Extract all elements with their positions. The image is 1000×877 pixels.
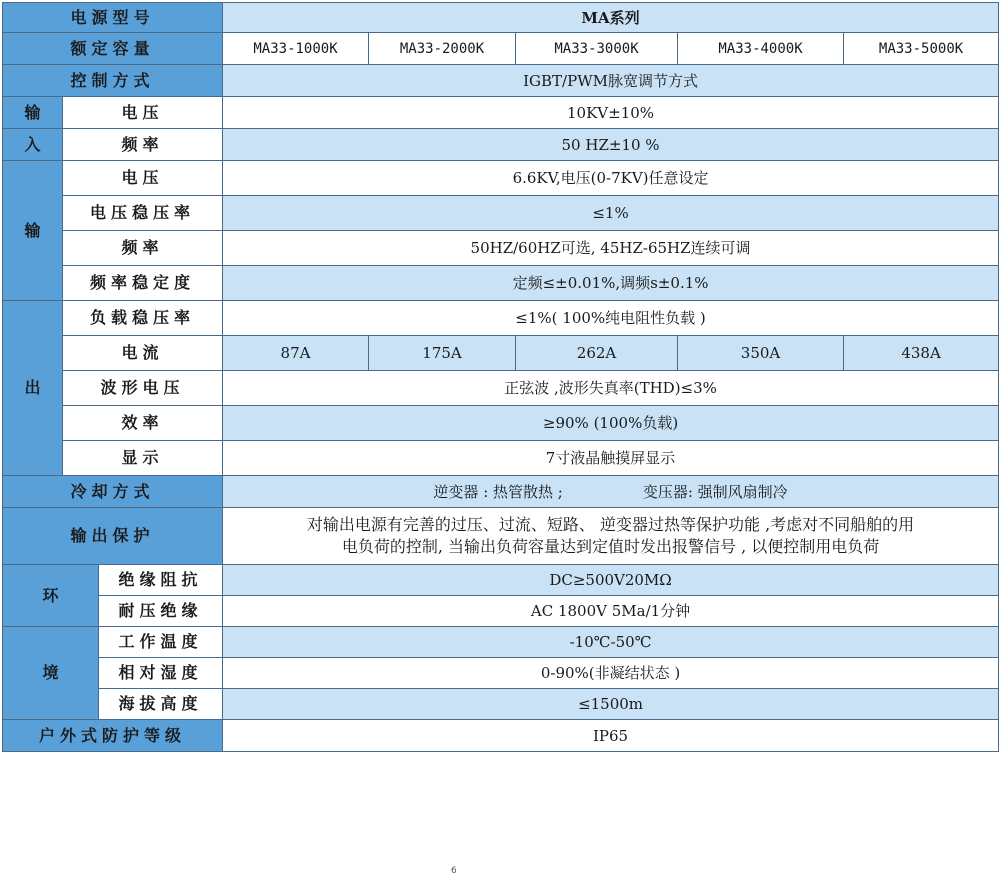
value-withstand: AC 1800V 5Ma/1分钟 [223,596,999,627]
row-temperature [3,627,999,658]
row-output-frequency [3,231,999,266]
row-output-current [3,336,999,371]
protection-line-2: 电负荷的控制, 当输出负荷容量达到定值时发出报警信号 , 以便控制用电负荷 [341,537,880,556]
row-cooling [3,476,999,508]
value-temperature: -10℃-50℃ [223,627,999,658]
row-input-frequency [3,129,999,161]
current-cell: 350A [678,336,844,371]
model-cell: MA33-5000K [844,33,999,65]
value-input-frequency: 50 HZ±10 % [223,129,999,161]
row-waveform [3,371,999,406]
row-humidity [3,658,999,689]
current-cell: 438A [844,336,999,371]
row-load-regulation [3,301,999,336]
value-series: MA系列 [223,3,999,33]
group-input-top: 输 [3,97,63,129]
value-waveform: 正弦波 ,波形失真率(THD)≤3% [223,371,999,406]
value-protection [223,508,999,565]
label-control-mode: 控制方式 [3,65,223,97]
row-model-header [3,3,999,33]
label-load-regulation: 负载稳压率 [63,301,223,336]
label-output-voltage: 电压 [63,161,223,196]
protection-line-1: 对输出电源有完善的过压、过流、短路、 逆变器过热等保护功能 ,考虑对不同船舶的用 [306,515,915,534]
model-cell: MA33-4000K [678,33,844,65]
label-voltage-regulation: 电压稳压率 [63,196,223,231]
value-altitude: ≤1500m [223,689,999,720]
label-output-current: 电流 [63,336,223,371]
row-protection [3,508,999,565]
value-input-voltage: 10KV±10% [223,97,999,129]
label-temperature: 工作温度 [99,627,223,658]
label-withstand: 耐压绝缘 [99,596,223,627]
group-environment-bottom: 境 [3,627,99,720]
model-cell: MA33-2000K [369,33,516,65]
model-cell: MA33-1000K [223,33,369,65]
value-efficiency: ≥90% (100%负载) [223,406,999,441]
row-capacity [3,33,999,65]
value-output-voltage: 6.6KV,电压(0-7KV)任意设定 [223,161,999,196]
value-insulation: DC≥500V20MΩ [223,565,999,596]
row-input-voltage [3,97,999,129]
label-cooling: 冷却方式 [3,476,223,508]
row-voltage-regulation [3,196,999,231]
value-frequency-stability: 定频≤±0.01%,调频s±0.1% [223,266,999,301]
label-insulation: 绝缘阻抗 [99,565,223,596]
value-display: 7寸液晶触摸屏显示 [223,441,999,476]
value-cooling [223,476,999,508]
value-output-frequency: 50HZ/60HZ可选, 45HZ-65HZ连续可调 [223,231,999,266]
value-voltage-regulation: ≤1% [223,196,999,231]
label-efficiency: 效率 [63,406,223,441]
label-rated-capacity: 额定容量 [3,33,223,65]
model-cell: MA33-3000K [516,33,678,65]
row-output-voltage [3,161,999,196]
row-efficiency [3,406,999,441]
label-input-voltage: 电压 [63,97,223,129]
row-altitude [3,689,999,720]
page-footer-mark: 6 [451,866,457,876]
current-cell: 87A [223,336,369,371]
group-environment-top: 环 [3,565,99,627]
label-frequency-stability: 频率稳定度 [63,266,223,301]
label-protection: 输出保护 [3,508,223,565]
label-output-frequency: 频率 [63,231,223,266]
current-cell: 175A [369,336,516,371]
spec-table [2,2,999,752]
row-control [3,65,999,97]
cooling-transformer: 变压器: 强制风扇制冷 [642,482,788,501]
row-display [3,441,999,476]
row-withstand [3,596,999,627]
label-power-model: 电源型号 [3,3,223,33]
row-insulation [3,565,999,596]
label-waveform: 波形电压 [63,371,223,406]
row-ip-rating [3,720,999,752]
row-frequency-stability [3,266,999,301]
value-load-regulation: ≤1%( 100%纯电阻性负载 ) [223,301,999,336]
group-output-top: 输 [3,161,63,301]
current-cell: 262A [516,336,678,371]
cooling-inverter: 逆变器 : 热管散热 ; [433,482,563,501]
label-altitude: 海拔高度 [99,689,223,720]
group-input-bottom: 入 [3,129,63,161]
group-output-bottom: 出 [3,301,63,476]
value-humidity: 0-90%(非凝结状态 ) [223,658,999,689]
label-input-frequency: 频率 [63,129,223,161]
label-display: 显示 [63,441,223,476]
value-control-mode: IGBT/PWM脉宽调节方式 [223,65,999,97]
label-humidity: 相对湿度 [99,658,223,689]
value-ip-rating: IP65 [223,720,999,752]
label-ip-rating: 户外式防护等级 [3,720,223,752]
